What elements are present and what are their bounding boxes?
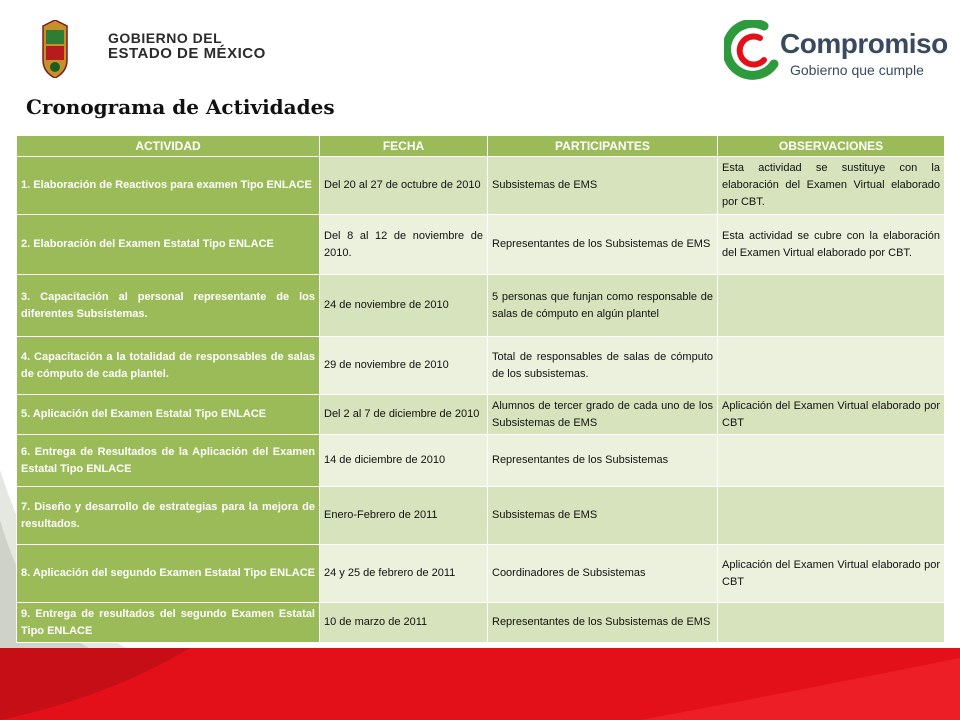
date-cell: Del 2 al 7 de diciembre de 2010 xyxy=(320,395,488,435)
date-cell: Del 8 al 12 de noviembre de 2010. xyxy=(320,215,488,275)
participants-cell: 5 personas que funjan como responsable de salas de cómputo en algún plantel xyxy=(488,275,718,337)
activity-cell: 2. Elaboración del Examen Estatal Tipo ENLACE xyxy=(17,215,320,275)
participants-cell: Subsistemas de EMS xyxy=(488,487,718,545)
schedule-table xyxy=(16,135,945,643)
observations-cell: Aplicación del Examen Virtual elaborado por CBT xyxy=(718,545,945,603)
participants-cell: Representantes de los Subsistemas xyxy=(488,435,718,487)
table-row xyxy=(17,275,945,337)
date-cell: 24 y 25 de febrero de 2011 xyxy=(320,545,488,603)
observations-cell: Aplicación del Examen Virtual elaborado por CBT xyxy=(718,395,945,435)
date-cell: 29 de noviembre de 2010 xyxy=(320,337,488,395)
table-row xyxy=(17,337,945,395)
column-header: OBSERVACIONES xyxy=(718,136,945,157)
participants-cell: Subsistemas de EMS xyxy=(488,157,718,215)
activity-cell: 7. Diseño y desarrollo de estrategias para la mejora de resultados. xyxy=(17,487,320,545)
activity-cell: 4. Capacitación a la totalidad de responsables de salas de cómputo de cada plantel. xyxy=(17,337,320,395)
date-cell: Enero-Febrero de 2011 xyxy=(320,487,488,545)
table-header-row xyxy=(17,136,945,157)
header xyxy=(0,0,960,95)
participants-cell: Total de responsables de salas de cómputo de los subsistemas. xyxy=(488,337,718,395)
column-header: FECHA xyxy=(320,136,488,157)
compromiso-logo-subtitle: Gobierno que cumple xyxy=(790,62,924,78)
observations-cell: Esta actividad se sustituye con la elaboración del Examen Virtual elaborado por CBT. xyxy=(718,157,945,215)
activity-cell: 6. Entrega de Resultados de la Aplicación del Examen Estatal Tipo ENLACE xyxy=(17,435,320,487)
observations-cell xyxy=(718,487,945,545)
gobierno-logo-line1: GOBIERNO DEL xyxy=(108,30,223,46)
participants-cell: Alumnos de tercer grado de cada uno de los Subsistemas de EMS xyxy=(488,395,718,435)
table-row xyxy=(17,487,945,545)
activity-cell: 1. Elaboración de Reactivos para examen Tipo ENLACE xyxy=(17,157,320,215)
participants-cell: Representantes de los Subsistemas de EMS xyxy=(488,603,718,643)
table-row xyxy=(17,215,945,275)
observations-cell xyxy=(718,275,945,337)
observations-cell xyxy=(718,435,945,487)
column-header: ACTIVIDAD xyxy=(17,136,320,157)
bottom-red-band xyxy=(0,648,960,720)
table-row xyxy=(17,157,945,215)
page-title: Cronograma de Actividades xyxy=(26,95,335,119)
activity-cell: 9. Entrega de resultados del segundo Examen Estatal Tipo ENLACE xyxy=(17,603,320,643)
column-header: PARTICIPANTES xyxy=(488,136,718,157)
table-row xyxy=(17,603,945,643)
table-row xyxy=(17,435,945,487)
date-cell: Del 20 al 27 de octubre de 2010 xyxy=(320,157,488,215)
activity-cell: 5. Aplicación del Examen Estatal Tipo ENLACE xyxy=(17,395,320,435)
date-cell: 24 de noviembre de 2010 xyxy=(320,275,488,337)
compromiso-logo-title: Compromiso xyxy=(780,28,948,59)
activity-cell: 3. Capacitación al personal representante de los diferentes Subsistemas. xyxy=(17,275,320,337)
date-cell: 14 de diciembre de 2010 xyxy=(320,435,488,487)
table-row xyxy=(17,545,945,603)
gobierno-estado-mexico-logo xyxy=(40,18,270,82)
observations-cell xyxy=(718,603,945,643)
activity-cell: 8. Aplicación del segundo Examen Estatal Tipo ENLACE xyxy=(17,545,320,603)
observations-cell: Esta actividad se cubre con la elaboración del Examen Virtual elaborado por CBT. xyxy=(718,215,945,275)
table-row xyxy=(17,395,945,435)
participants-cell: Representantes de los Subsistemas de EMS xyxy=(488,215,718,275)
participants-cell: Coordinadores de Subsistemas xyxy=(488,545,718,603)
observations-cell xyxy=(718,337,945,395)
gobierno-logo-text xyxy=(108,30,266,62)
gobierno-logo-line2: ESTADO DE MÉXICO xyxy=(108,45,266,62)
compromiso-logo xyxy=(724,20,948,84)
compromiso-swirl-icon xyxy=(724,20,780,82)
coat-of-arms-icon xyxy=(42,20,68,78)
date-cell: 10 de marzo de 2011 xyxy=(320,603,488,643)
